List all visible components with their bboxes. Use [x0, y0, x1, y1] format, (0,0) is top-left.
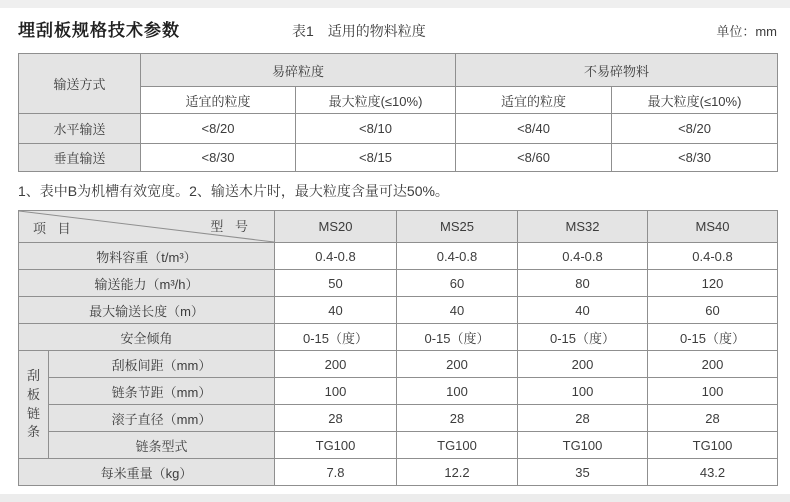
- value-cell: 100: [648, 378, 778, 405]
- sub-header-cell: 适宜的粒度: [456, 87, 612, 114]
- value-cell: 120: [648, 270, 778, 297]
- table1-caption-text: 适用的物料粒度: [327, 23, 426, 39]
- value-cell: 200: [397, 351, 518, 378]
- unit-label: 单位：mm: [716, 24, 777, 39]
- particle-size-table: [18, 53, 778, 172]
- row-label-cell: 安全倾角: [19, 324, 275, 351]
- table-row: [19, 144, 778, 172]
- corner-header-cell: 输送方式: [19, 54, 141, 114]
- group-header-cell: 易碎粒度: [141, 54, 456, 87]
- value-cell: 0-15（度）: [648, 324, 778, 351]
- value-cell: 100: [397, 378, 518, 405]
- value-cell: <8/15: [296, 144, 456, 172]
- value-cell: <8/30: [612, 144, 778, 172]
- row-label-cell: 最大输送长度（m）: [19, 297, 275, 324]
- value-cell: 35: [518, 459, 648, 486]
- group-label-cell: [19, 351, 49, 459]
- corner-item-label: 项 目: [33, 221, 75, 236]
- value-cell: 200: [648, 351, 778, 378]
- table-row: [19, 459, 778, 486]
- row-label-cell: 输送能力（m³/h）: [19, 270, 275, 297]
- value-cell: 100: [275, 378, 397, 405]
- table-row: [19, 297, 778, 324]
- value-cell: 0.4-0.8: [518, 243, 648, 270]
- value-cell: TG100: [275, 432, 397, 459]
- value-cell: <8/10: [296, 114, 456, 144]
- model-header-cell: MS40: [648, 211, 778, 243]
- value-cell: 28: [275, 405, 397, 432]
- model-header-cell: MS32: [518, 211, 648, 243]
- value-cell: 28: [518, 405, 648, 432]
- value-cell: 50: [275, 270, 397, 297]
- table-row: [19, 243, 778, 270]
- value-cell: <8/40: [456, 114, 612, 144]
- value-cell: 40: [518, 297, 648, 324]
- corner-model-label: 型 号: [210, 219, 252, 234]
- value-cell: 7.8: [275, 459, 397, 486]
- table-row: [19, 378, 778, 405]
- value-cell: TG100: [397, 432, 518, 459]
- model-header-cell: MS20: [275, 211, 397, 243]
- row-label-cell: 链条型式: [49, 432, 275, 459]
- value-cell: <8/20: [612, 114, 778, 144]
- diagonal-corner-cell: [19, 211, 275, 243]
- value-cell: 12.2: [397, 459, 518, 486]
- value-cell: <8/30: [141, 144, 296, 172]
- value-cell: 0.4-0.8: [648, 243, 778, 270]
- value-cell: <8/60: [456, 144, 612, 172]
- table-note: 1、表中B为机槽有效宽度。2、输送木片时，最大粒度含量可达50%。: [18, 183, 449, 199]
- value-cell: 0-15（度）: [275, 324, 397, 351]
- table-row: [19, 211, 778, 243]
- table-row: [19, 114, 778, 144]
- value-cell: 0-15（度）: [397, 324, 518, 351]
- value-cell: <8/20: [141, 114, 296, 144]
- table-row: [19, 270, 778, 297]
- value-cell: 100: [518, 378, 648, 405]
- value-cell: 0.4-0.8: [397, 243, 518, 270]
- row-label-cell: 滚子直径（mm）: [49, 405, 275, 432]
- value-cell: 28: [397, 405, 518, 432]
- value-cell: 60: [648, 297, 778, 324]
- row-label-cell: 垂直输送: [19, 144, 141, 172]
- row-label-cell: 物料容重（t/m³）: [19, 243, 275, 270]
- model-header-cell: MS25: [397, 211, 518, 243]
- value-cell: TG100: [518, 432, 648, 459]
- value-cell: 80: [518, 270, 648, 297]
- value-cell: 28: [648, 405, 778, 432]
- value-cell: TG100: [648, 432, 778, 459]
- sub-header-cell: 最大粒度(≤10%): [612, 87, 778, 114]
- table-row: [19, 351, 778, 378]
- model-spec-table: [18, 210, 778, 486]
- top-edge-strip: [0, 0, 790, 8]
- sub-header-cell: 最大粒度(≤10%): [296, 87, 456, 114]
- row-label-cell: 链条节距（mm）: [49, 378, 275, 405]
- page-title: 埋刮板规格技术参数: [18, 21, 180, 40]
- value-cell: 200: [518, 351, 648, 378]
- value-cell: 0.4-0.8: [275, 243, 397, 270]
- table1-caption: [292, 21, 426, 41]
- sub-header-cell: 适宜的粒度: [141, 87, 296, 114]
- row-label-cell: 刮板间距（mm）: [49, 351, 275, 378]
- group-header-cell: 不易碎物料: [456, 54, 778, 87]
- table-row: [19, 405, 778, 432]
- value-cell: 200: [275, 351, 397, 378]
- group-label-text: 刮板链条: [26, 367, 40, 440]
- table-row: [19, 432, 778, 459]
- table1-caption-number: 表1: [292, 23, 314, 39]
- bottom-edge-strip: [0, 494, 790, 502]
- value-cell: 60: [397, 270, 518, 297]
- row-label-cell: 水平输送: [19, 114, 141, 144]
- value-cell: 43.2: [648, 459, 778, 486]
- row-label-cell: 每米重量（kg）: [19, 459, 275, 486]
- value-cell: 40: [275, 297, 397, 324]
- value-cell: 40: [397, 297, 518, 324]
- table-row: [19, 54, 778, 87]
- value-cell: 0-15（度）: [518, 324, 648, 351]
- table-row: [19, 324, 778, 351]
